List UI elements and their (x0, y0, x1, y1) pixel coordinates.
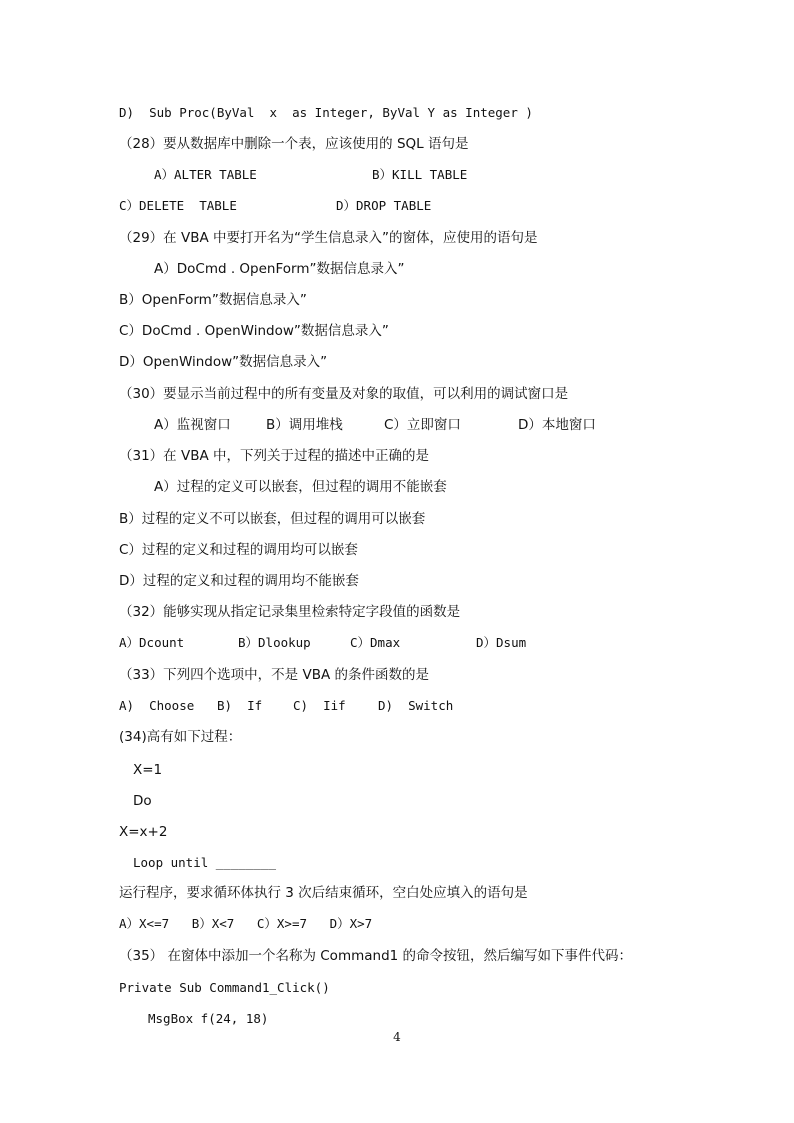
question-34: (34)高有如下过程： (119, 729, 242, 745)
code-line-5: Private Sub Command1_Click() (119, 980, 330, 995)
q34-options: A）X<=7 B）X<7 C）X>=7 D）X>7 (119, 916, 373, 931)
q29-option-c: C）DoCmd . OpenWindow”数据信息录入” (119, 323, 389, 339)
q30-option-a: A）监视窗口 (154, 417, 231, 433)
code-line-6: MsgBox f(24, 18) (148, 1011, 269, 1026)
q32-option-d: D）Dsum (476, 635, 527, 650)
code-line-4: Loop until ________ (133, 855, 276, 870)
q28-option-a: A）ALTER TABLE (154, 167, 257, 182)
q32-option-c: C）Dmax (350, 635, 401, 650)
question-35: （35） 在窗体中添加一个名称为 Command1 的命令按钮，然后编写如下事件代码： (119, 948, 633, 964)
q33-option-d: D) Switch (378, 698, 454, 713)
q31-option-d: D）过程的定义和过程的调用均不能嵌套 (119, 573, 359, 589)
option-d-line: D) Sub Proc(ByVal x as Integer, ByVal Y as Integer ) (119, 105, 533, 120)
q30-option-b: B）调用堆栈 (266, 417, 343, 433)
code-line-1: X=1 (133, 762, 163, 778)
q28-option-d: D）DROP TABLE (336, 198, 432, 213)
q31-option-b: B）过程的定义不可以嵌套，但过程的调用可以嵌套 (119, 511, 426, 527)
q28-option-c: C）DELETE TABLE (119, 198, 237, 213)
page-number: 4 (393, 1030, 401, 1044)
q31-option-c: C）过程的定义和过程的调用均可以嵌套 (119, 542, 358, 558)
q28-option-b: B）KILL TABLE (372, 167, 468, 182)
q29-option-d: D）OpenWindow”数据信息录入” (119, 354, 328, 370)
question-29: （29）在 VBA 中要打开名为“学生信息录入”的窗体，应使用的语句是 (119, 230, 538, 246)
q31-option-a: A）过程的定义可以嵌套，但过程的调用不能嵌套 (154, 479, 447, 495)
question-30: （30）要显示当前过程中的所有变量及对象的取值，可以利用的调试窗口是 (119, 386, 569, 402)
q34-statement: 运行程序，要求循环体执行 3 次后结束循环，空白处应填入的语句是 (119, 885, 528, 901)
q33-option-b: B) If (217, 698, 263, 713)
question-33: （33）下列四个选项中，不是 VBA 的条件函数的是 (119, 667, 429, 683)
q33-option-c: C) Iif (293, 698, 346, 713)
q32-option-a: A）Dcount (119, 635, 185, 650)
question-28: （28）要从数据库中删除一个表，应该使用的 SQL 语句是 (119, 136, 469, 152)
q30-option-d: D）本地窗口 (518, 417, 596, 433)
q30-option-c: C）立即窗口 (384, 417, 461, 433)
q29-option-a: A）DoCmd . OpenForm”数据信息录入” (154, 261, 405, 277)
q33-option-a: A) Choose (119, 698, 195, 713)
code-line-3: X=x+2 (119, 824, 168, 840)
q32-option-b: B）Dlookup (238, 635, 311, 650)
question-31: （31）在 VBA 中，下列关于过程的描述中正确的是 (119, 448, 429, 464)
code-line-2: Do (133, 793, 152, 809)
q29-option-b: B）OpenForm”数据信息录入” (119, 292, 307, 308)
question-32: （32）能够实现从指定记录集里检索特定字段值的函数是 (119, 604, 461, 620)
